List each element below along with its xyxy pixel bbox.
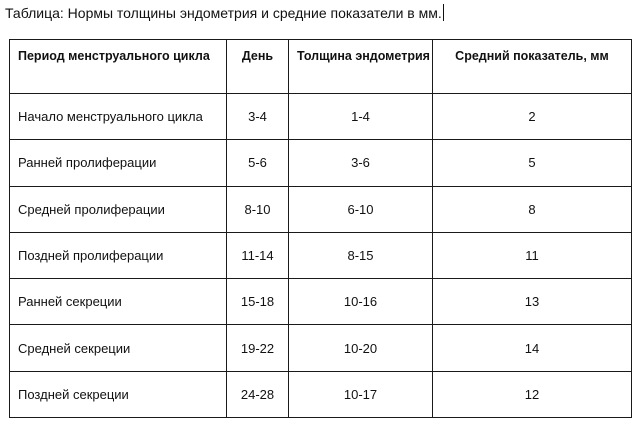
cell-thickness: 6-10 <box>289 186 433 232</box>
cell-thickness: 10-17 <box>289 371 433 417</box>
table-row <box>10 140 632 186</box>
cell-thickness: 10-20 <box>289 325 433 371</box>
cell-average: 14 <box>433 325 632 371</box>
cell-day: 19-22 <box>227 325 289 371</box>
cell-average: 13 <box>433 279 632 325</box>
cell-period: Поздней секреции <box>10 371 227 417</box>
table-header-row <box>10 40 632 94</box>
cell-day: 8-10 <box>227 186 289 232</box>
table-row <box>10 94 632 140</box>
header-day: День <box>227 40 289 94</box>
cell-thickness: 10-16 <box>289 279 433 325</box>
cell-period: Средней пролиферации <box>10 186 227 232</box>
cell-average: 8 <box>433 186 632 232</box>
cell-average: 11 <box>433 232 632 278</box>
cell-average: 12 <box>433 371 632 417</box>
table-row <box>10 232 632 278</box>
table-row <box>10 186 632 232</box>
cell-thickness: 8-15 <box>289 232 433 278</box>
header-endometrium-thickness: Толщина эндометрия <box>289 40 433 94</box>
cell-period: Начало менструального цикла <box>10 94 227 140</box>
cell-period: Ранней пролиферации <box>10 140 227 186</box>
cell-thickness: 3-6 <box>289 140 433 186</box>
cell-day: 15-18 <box>227 279 289 325</box>
cell-day: 11-14 <box>227 232 289 278</box>
endometrium-norms-table <box>9 39 632 418</box>
cell-average: 5 <box>433 140 632 186</box>
cell-thickness: 1-4 <box>289 94 433 140</box>
cell-period: Ранней секреции <box>10 279 227 325</box>
table-row <box>10 279 632 325</box>
text-cursor <box>443 4 444 21</box>
caption-text: Таблица: Нормы толщины эндометрия и средние показатели в мм. <box>5 5 442 21</box>
cell-period: Поздней пролиферации <box>10 232 227 278</box>
header-cycle-period: Период менструального цикла <box>10 40 227 94</box>
table-caption <box>5 3 444 23</box>
cell-period: Средней секреции <box>10 325 227 371</box>
cell-day: 3-4 <box>227 94 289 140</box>
table-row <box>10 371 632 417</box>
cell-average: 2 <box>433 94 632 140</box>
cell-day: 24-28 <box>227 371 289 417</box>
cell-day: 5-6 <box>227 140 289 186</box>
header-average-value: Средний показатель, мм <box>433 40 632 94</box>
table-row <box>10 325 632 371</box>
